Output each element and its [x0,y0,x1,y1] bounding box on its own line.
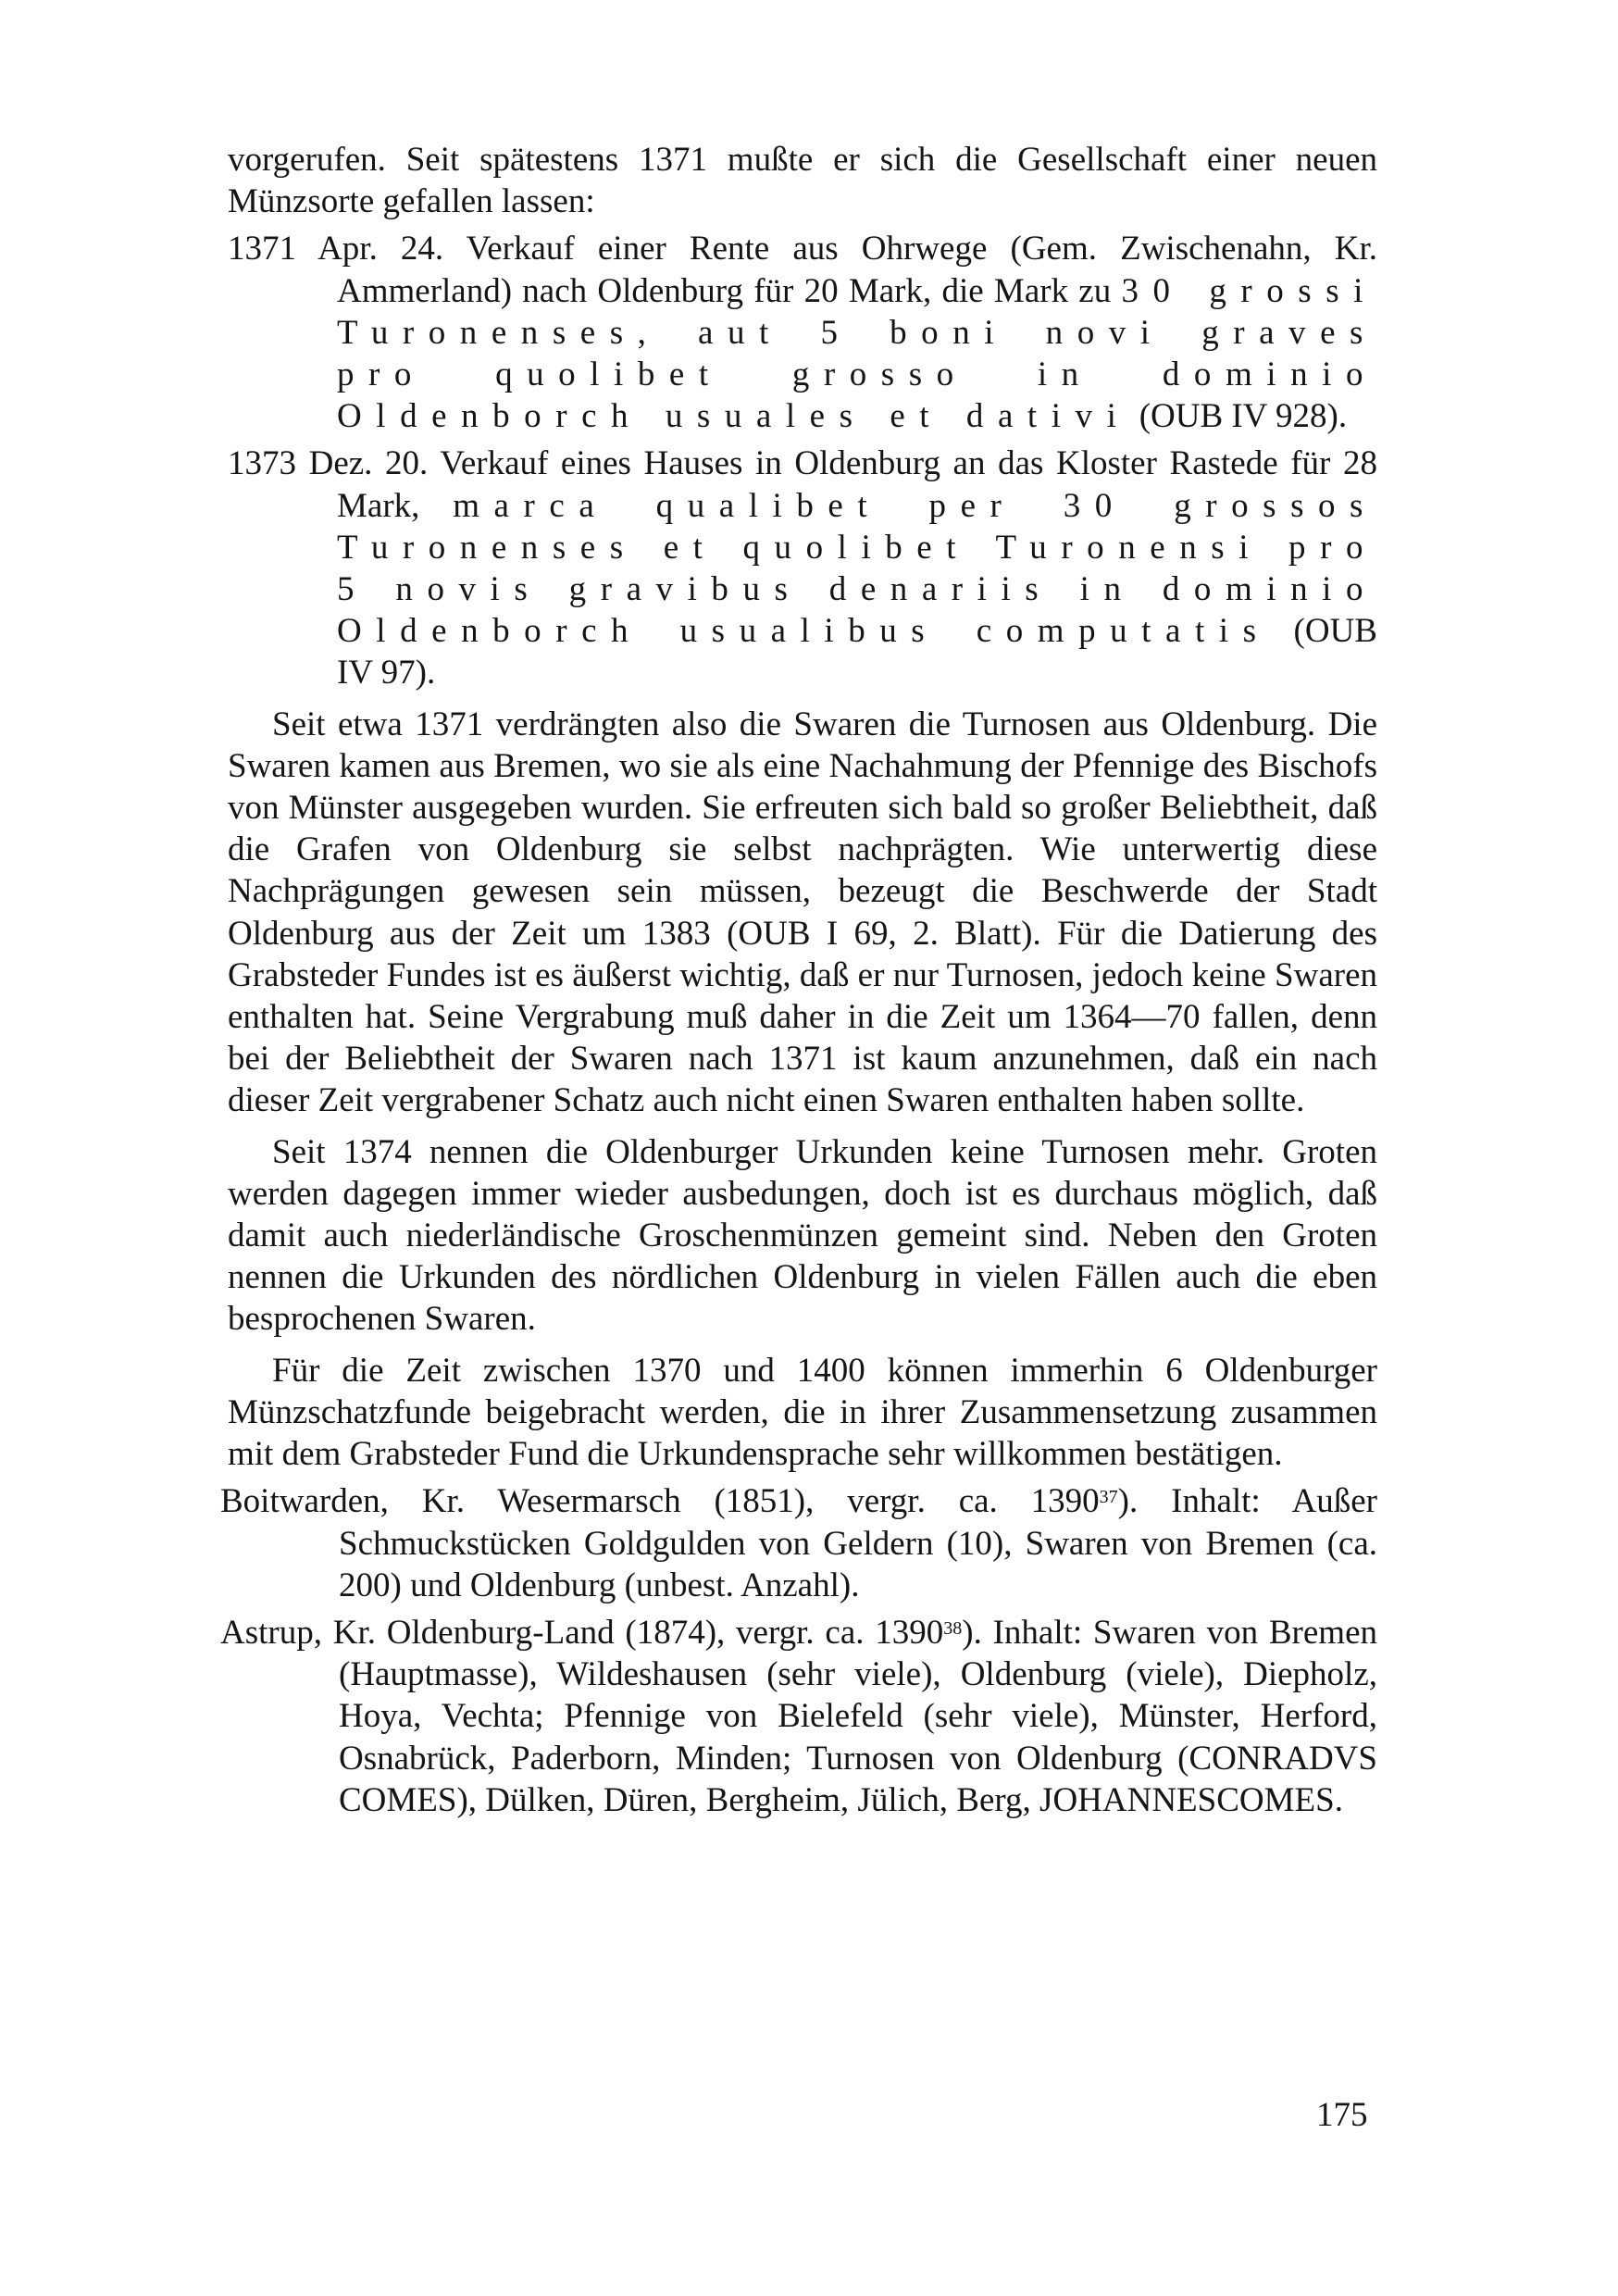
charter-entry-1373 [228,443,1377,693]
entry-text: Verkauf einer Rente aus Ohrwege (Gem. Zwischenahn, Kr. Ammerland) nach Oldenburg für 20 Mark, die Mark zu [337,230,1377,310]
find-entry-astrup [220,1612,1377,1821]
entry-date: 1373 Dez. 20. [228,444,429,483]
entry-date: 1371 Apr. 24. [228,230,444,268]
find-heading: Astrup, Kr. Oldenburg-Land (1874), vergr. ca. 1390 [220,1613,944,1652]
footnote-marker: 38 [943,1617,963,1639]
body-text [220,139,1377,1821]
paragraph-funde: Für die Zeit zwischen 1370 und 1400 können immerhin 6 Oldenburger Münzschatzfunde beigebracht werden, die in ihrer Zusammensetzung zusammen mit dem Grabsteder Fund die Urkundensprache sehr willkommen bestätigen. [228,1351,1377,1474]
paragraph-groten: Seit 1374 nennen die Oldenburger Urkunden keine Turnosen mehr. Groten werden dagegen immer wieder ausbedungen, doch ist es durchaus möglich, daß damit auch niederländische Groschenmünzen gemeint sind. Neben den Groten nennen die Urkunden des nördlichen Oldenburg in vielen Fällen auch die eben besprochenen Swaren. [228,1132,1377,1339]
entry-latin-quote: marca qualibet per 30 grossos Turonenses et quolibet Turonensi pro 5 novis gravibus denariis in dominio Oldenborch usualibus computatis [337,486,1377,651]
entry-text: Verkauf eines Hauses in Oldenburg an das Kloster Rastede für 28 Mark, [337,444,1377,525]
charter-entry-1371 [228,228,1377,437]
find-contents: ). Inhalt: Swaren von Bremen (Hauptmasse), Wildeshausen (sehr viele), Oldenburg (viele), Diepholz, Hoya, Vechta; Pfennige von Bielefeld (sehr viele), Münster, Herford, Osnabrück, Paderborn, Minden; Turnosen von Oldenburg (CONRADVS COMES), Dülken, Düren, Bergheim, Jülich, Berg, JOHANNESCOMES. [339,1613,1377,1819]
find-heading: Boitwarden, Kr. Wesermarsch (1851), vergr. ca. 1390 [220,1482,1100,1521]
paragraph-swaren: Seit etwa 1371 verdrängten also die Swaren die Turnosen aus Oldenburg. Die Swaren kamen aus Bremen, wo sie als eine Nachahmung der Pfennige des Bischofs von Münster ausgegeben wurden. Sie erfreuten sich bald so großer Beliebtheit, daß die Grafen von Oldenburg sie selbst nachprägten. Wie unterwertig diese Nachprägungen gewesen sein müssen, bezeugt die Beschwerde der Stadt Oldenburg aus der Zeit um 1383 (OUB I 69, 2. Blatt). Für die Datierung des Grabsteder Fundes ist es äußerst wichtig, daß er nur Turnosen, jedoch keine Swaren enthalten hat. Seine Vergrabung muß daher in die Zeit um 1364—70 fallen, denn bei der Beliebtheit der Swaren nach 1371 ist kaum anzunehmen, daß ein nach dieser Zeit vergrabener Schatz auch nicht einen Swaren enthalten haben sollte. [228,705,1377,1120]
lead-paragraph: vorgerufen. Seit spätestens 1371 mußte er sich die Gesellschaft einer neuen Münzsorte gefallen lassen: [228,141,1377,221]
find-entry-boitwarden [220,1480,1377,1606]
entry-reference: (OUB IV 928). [1139,397,1348,436]
entry-latin-quote: 30 grossi Turonenses, aut 5 boni novi graves pro quolibet grosso in dominio Oldenborch usuales et dativi [337,271,1377,436]
page-number: 175 [1316,2096,1368,2134]
entry-reference: (OUB IV 97). [337,612,1377,693]
find-contents: ). Inhalt: Außer Schmuckstücken Goldgulden von Geldern (10), Swaren von Bremen (ca. 200) und Oldenburg (unbest. Anzahl). [339,1482,1377,1604]
footnote-marker: 37 [1099,1487,1118,1508]
